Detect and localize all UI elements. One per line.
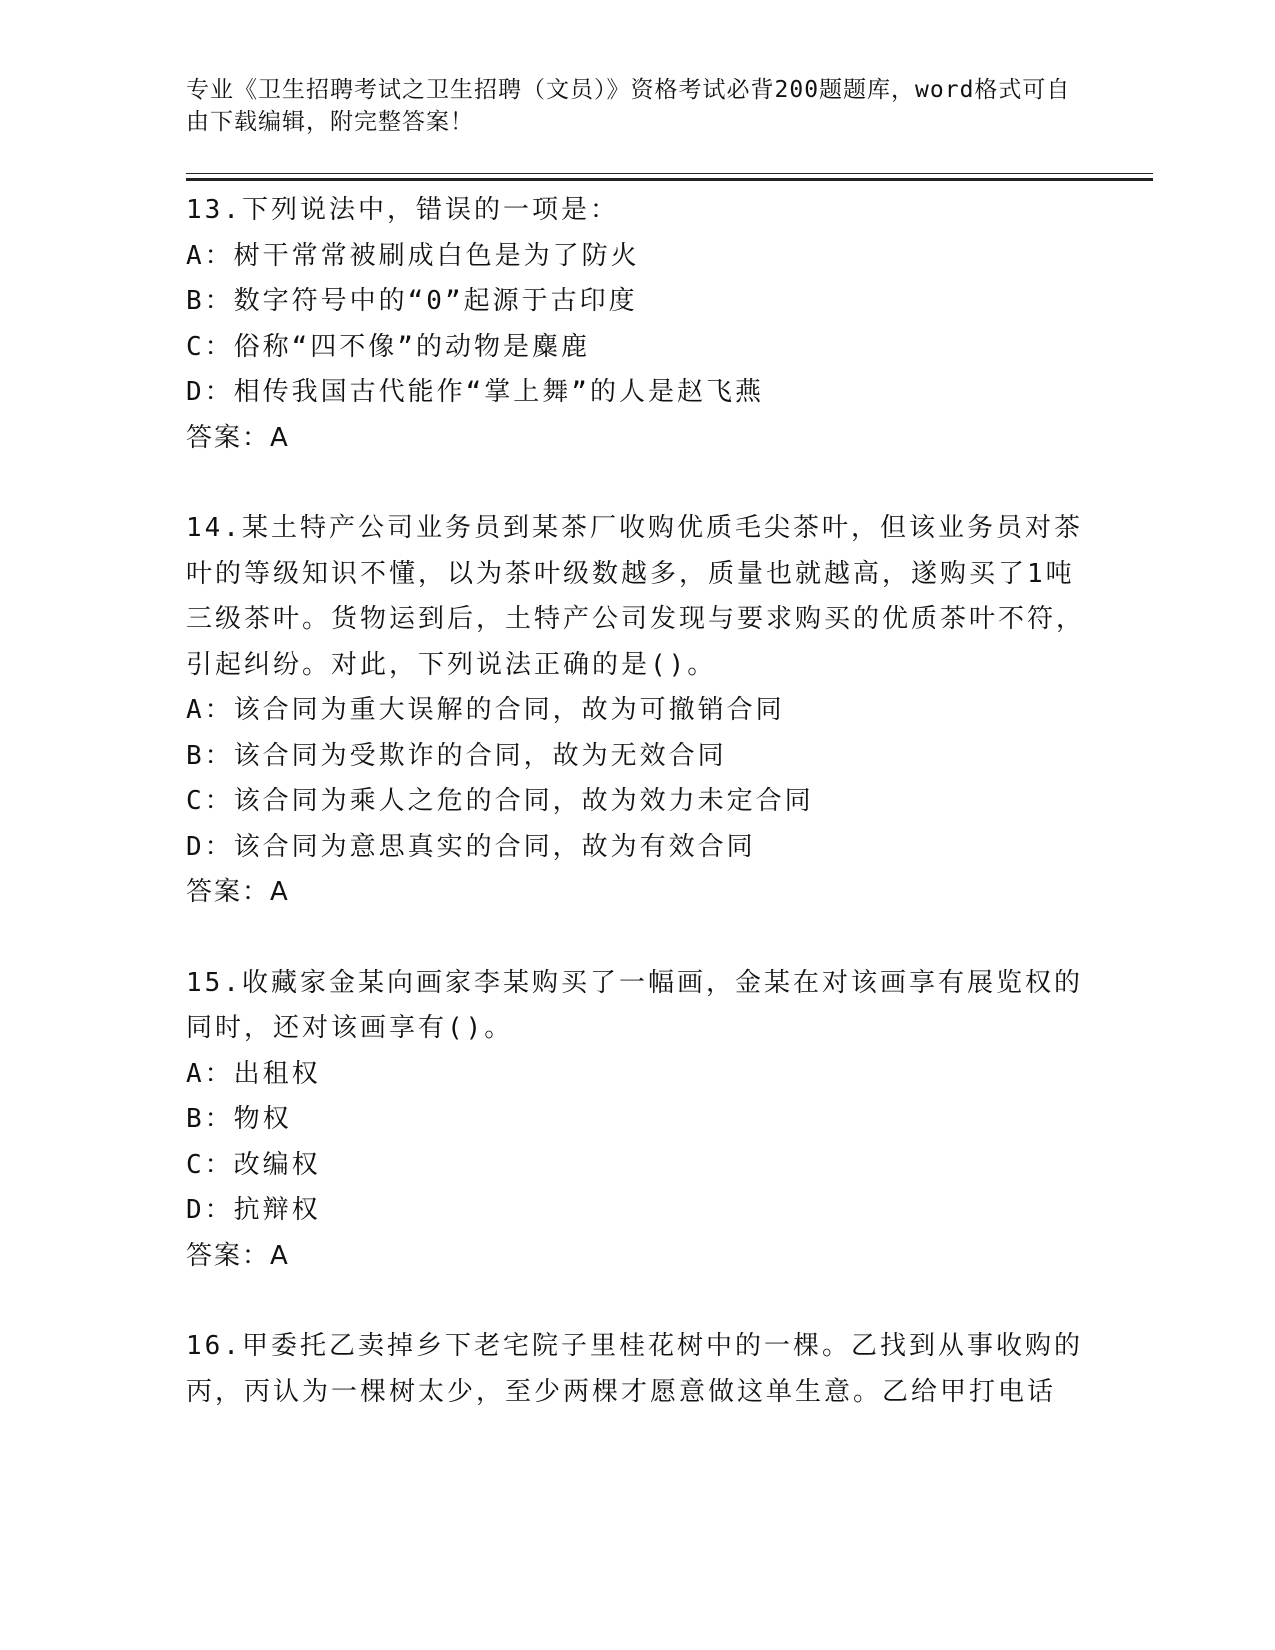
- document-header: 专业《卫生招聘考试之卫生招聘（文员）》资格考试必背200题题库，word格式可自由下载编辑，附完整答案！: [186, 77, 1071, 135]
- question-stem: 15.收藏家金某向画家李某购买了一幅画，金某在对该画享有展览权的同时，还对该画享有()。: [186, 967, 1083, 1043]
- question-16: [186, 1324, 1086, 1415]
- option-d: D：抗辩权: [186, 1195, 321, 1225]
- header-divider-thick: [186, 178, 1153, 181]
- question-list: [186, 188, 1086, 1460]
- question-13: [186, 188, 1086, 461]
- option-a: A：树干常常被刷成白色是为了防火: [186, 240, 640, 271]
- question-15: [186, 961, 1086, 1280]
- option-b: B：该合同为受欺诈的合同，故为无效合同: [186, 740, 727, 771]
- question-stem: 16.甲委托乙卖掉乡下老宅院子里桂花树中的一棵。乙找到从事收购的丙，丙认为一棵树太少，至少两棵才愿意做这单生意。乙给甲打电话: [186, 1331, 1083, 1407]
- question-stem: 13.下列说法中，错误的一项是：: [186, 195, 619, 225]
- option-b: B：物权: [186, 1104, 292, 1134]
- header-divider-thin: [186, 173, 1153, 174]
- option-d: D：相传我国古代能作“掌上舞”的人是赵飞燕: [186, 377, 764, 407]
- option-c: C：俗称“四不像”的动物是麋鹿: [186, 331, 590, 362]
- option-c: C：该合同为乘人之危的合同，故为效力未定合同: [186, 786, 814, 816]
- option-c: C：改编权: [186, 1149, 321, 1180]
- answer-line: 答案：A: [186, 877, 290, 907]
- option-d: D：该合同为意思真实的合同，故为有效合同: [186, 831, 756, 862]
- option-a: A：出租权: [186, 1058, 321, 1089]
- option-a: A：该合同为重大误解的合同，故为可撤销合同: [186, 695, 785, 725]
- question-14: [186, 506, 1086, 916]
- answer-line: 答案：A: [186, 1240, 290, 1271]
- option-b: B：数字符号中的“0”起源于古印度: [186, 286, 638, 316]
- question-stem: 14.某土特产公司业务员到某茶厂收购优质毛尖茶叶，但该业务员对茶叶的等级知识不懂，以为茶叶级数越多，质量也就越高，遂购买了1吨三级茶叶。货物运到后，土特产公司发现与要求购买的优质茶叶不符，引起纠纷。对此，下列说法正确的是()。: [186, 513, 1086, 680]
- answer-line: 答案：A: [186, 422, 290, 453]
